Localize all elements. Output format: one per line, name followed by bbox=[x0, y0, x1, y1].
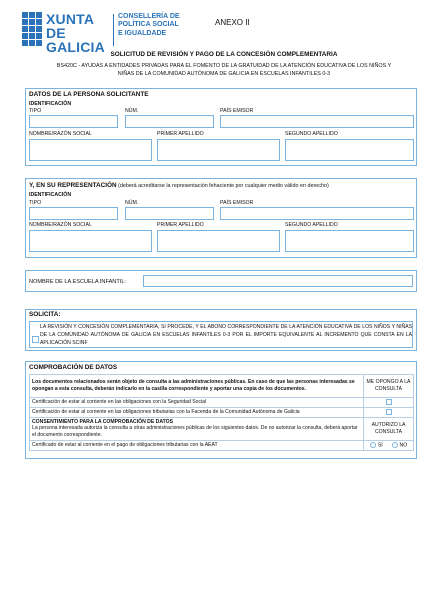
representacion-section bbox=[25, 178, 417, 258]
escuela-section bbox=[25, 270, 417, 292]
representacion-pais-label: PAÍS EMISOR bbox=[220, 200, 254, 206]
logo-xunta: XUNTA bbox=[46, 11, 95, 27]
solicitante-nombre-label: NOMBRE/RAZÓN SOCIAL bbox=[29, 131, 92, 137]
solicitante-apellido2-field[interactable] bbox=[285, 139, 414, 161]
solicitante-heading: DATOS DE LA PERSONA SOLICITANTE bbox=[29, 91, 149, 98]
row-facenda: Certificación de estar al corriente en las obligaciones tributarias con la Facenda de la Comunidad Autónoma de Galicia bbox=[30, 407, 364, 417]
solicitante-apellido2-label: SEGUNDO APELLIDO bbox=[285, 131, 338, 137]
comprobacion-heading: COMPROBACIÓN DE DATOS bbox=[29, 364, 118, 371]
subtitle-line-2: NIÑAS DE LA COMUNIDAD AUTÓNOMA DE GALICIA EN ESCUELAS INFANTILES 0-3 bbox=[117, 71, 331, 78]
solicitante-num-field[interactable] bbox=[125, 115, 214, 128]
solicitante-tipo-label: TIPO bbox=[29, 108, 42, 114]
representacion-nombre-field[interactable] bbox=[29, 230, 152, 252]
document-subtitle bbox=[30, 62, 418, 79]
xunta-logo bbox=[22, 11, 192, 55]
consent-cell bbox=[30, 417, 364, 440]
representacion-pais-field[interactable] bbox=[220, 207, 414, 220]
oppose-checkbox-facenda[interactable] bbox=[386, 409, 392, 415]
authorize-cell bbox=[364, 440, 414, 450]
representacion-heading bbox=[29, 182, 329, 190]
comprobacion-section bbox=[25, 361, 417, 459]
solicitante-tipo-field[interactable] bbox=[29, 115, 118, 128]
representacion-tipo-label: TIPO bbox=[29, 200, 42, 206]
representacion-apellido2-label: SEGUNDO APELLIDO bbox=[285, 222, 338, 228]
solicitante-section bbox=[25, 88, 417, 166]
representacion-ident-label: IDENTIFICACIÓN bbox=[29, 192, 72, 198]
logo-cons-line-1: CONSELLERÍA DE bbox=[118, 13, 180, 20]
representacion-heading-text: Y, EN SU REPRESENTACIÓN bbox=[29, 182, 117, 189]
radio-si[interactable] bbox=[370, 442, 376, 448]
representacion-apellido1-label: PRIMER APELLIDO bbox=[157, 222, 204, 228]
logo-divider bbox=[113, 14, 114, 46]
escuela-field[interactable] bbox=[143, 275, 413, 287]
row-aeat: Certificado de estar al corriente en el pago de obligaciones tributarias con la AEAT bbox=[30, 440, 364, 450]
logo-cons-line-3: E IGUALDADE bbox=[118, 29, 167, 37]
row-seguridad-social: Certificación de estar al corriente en las obligaciones con la Seguridad Social bbox=[30, 398, 364, 408]
consent-text: La persona interesada autoriza la consulta a otras administraciones públicas de los siguientes datos. De no autorizar la consulta, deberá aportar el documento correspondiente. bbox=[32, 425, 358, 439]
anexo-label: ANEXO II bbox=[215, 18, 250, 27]
comprobacion-intro: Los documentos relacionados serán objeto de consulta a las administraciones públicas. En caso de que las personas interesadas se opongan a esta consulta, deberán indicarlo en la casilla correspondiente y aportar una copia de los documentos. bbox=[30, 375, 364, 398]
table-row bbox=[30, 407, 414, 417]
solicitante-ident-label: IDENTIFICACIÓN bbox=[29, 101, 72, 107]
solicitante-apellido1-label: PRIMER APELLIDO bbox=[157, 131, 204, 137]
oppose-cell bbox=[364, 398, 414, 408]
representacion-num-label: NÚM. bbox=[125, 200, 139, 206]
solicita-text: LA REVISIÓN Y CONCESIÓN COMPLEMENTARIA, SI PROCEDE, Y EL ABONO CORRESPONDIENTE DE LA ATENCIÓN EDUCATIVA DE LOS NIÑOS Y NIÑAS DE LA COMUNIDAD AUTÓNOMA DE GALICIA EN ESCUELAS INFANTILES 0-3 POR EL IMPORTE EQUIVALENTE AL INCREMENTO QUE CONSTA EN LA APLICACIÓN SCINF bbox=[40, 324, 412, 346]
table-row bbox=[30, 417, 414, 440]
radio-no-label: NO bbox=[399, 442, 408, 448]
solicita-checkbox[interactable] bbox=[32, 336, 39, 343]
solicita-box bbox=[29, 321, 413, 348]
oppose-checkbox-ss[interactable] bbox=[386, 399, 392, 405]
table-row bbox=[30, 440, 414, 450]
solicitante-apellido1-field[interactable] bbox=[157, 139, 280, 161]
document-title: SOLICITUD DE REVISIÓN Y PAGO DE LA CONCESIÓN COMPLEMENTARIA bbox=[110, 51, 338, 58]
subtitle-line-1: BS420C - AYUDAS A ENTIDADES PRIVADAS PARA EL FOMENTO DE LA GRATUIDAD DE LA ATENCIÓN EDUCATIVA DE LOS NIÑOS Y bbox=[56, 63, 392, 69]
solicitante-pais-label: PAÍS EMISOR bbox=[220, 108, 254, 114]
oppose-header: ME OPONGO A LA CONSULTA bbox=[364, 375, 414, 398]
representacion-num-field[interactable] bbox=[125, 207, 214, 220]
representacion-apellido1-field[interactable] bbox=[157, 230, 280, 252]
xunta-emblem-icon bbox=[22, 12, 42, 46]
authorize-header: AUTORIZO LA CONSULTA bbox=[364, 417, 414, 440]
comprobacion-table bbox=[29, 374, 414, 451]
representacion-nombre-label: NOMBRE/RAZÓN SOCIAL bbox=[29, 222, 92, 228]
radio-si-label: SÍ bbox=[377, 442, 383, 448]
solicitante-num-label: NÚM. bbox=[125, 108, 139, 114]
logo-conselleria bbox=[118, 13, 198, 38]
representacion-heading-note: (deberá acreditarse la representación fehaciente por cualquier medio válido en derecho) bbox=[116, 183, 329, 189]
solicita-heading: SOLICITA: bbox=[29, 311, 61, 318]
logo-cons-line-2: POLÍTICA SOCIAL bbox=[118, 21, 179, 29]
solicitante-nombre-field[interactable] bbox=[29, 139, 152, 161]
radio-no[interactable] bbox=[392, 442, 398, 448]
table-row bbox=[30, 375, 414, 398]
escuela-label: NOMBRE DE LA ESCUELA INFANTIL: bbox=[29, 279, 126, 285]
solicita-section bbox=[25, 309, 417, 351]
table-row bbox=[30, 398, 414, 408]
oppose-cell bbox=[364, 407, 414, 417]
logo-wordmark bbox=[46, 12, 112, 54]
representacion-apellido2-field[interactable] bbox=[285, 230, 414, 252]
solicitante-pais-field[interactable] bbox=[220, 115, 414, 128]
logo-galicia: DE GALICIA bbox=[46, 25, 105, 55]
representacion-tipo-field[interactable] bbox=[29, 207, 118, 220]
consent-title: CONSENTIMIENTO PARA LA COMPROBACIÓN DE DATOS bbox=[32, 418, 174, 425]
